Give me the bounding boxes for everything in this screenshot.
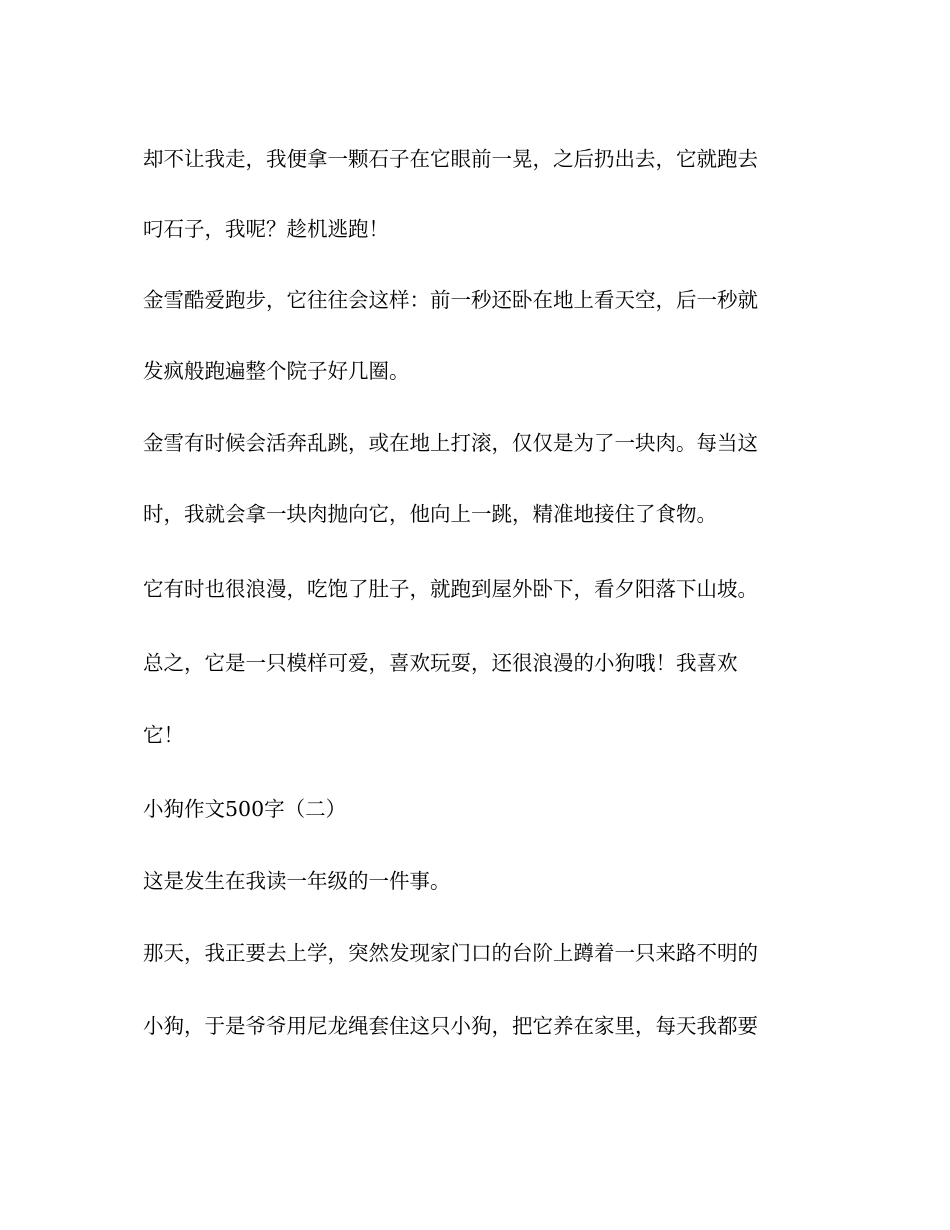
section-heading: 小狗作文500字（二）	[143, 797, 347, 821]
text-line: 发疯般跑遍整个院子好几圈。	[143, 359, 410, 383]
text-line: 总之，它是一只模样可爱，喜欢玩耍，还很浪漫的小狗哦！我喜欢	[143, 651, 738, 675]
text-line: 时，我就会拿一块肉抛向它，他向上一跳，精准地接住了食物。	[143, 502, 717, 526]
text-line: 小狗，于是爷爷用尼龙绳套住这只小狗，把它养在家里，每天我都要	[143, 1014, 758, 1038]
text-line: 却不让我走，我便拿一颗石子在它眼前一晃，之后扔出去，它就跑去	[143, 147, 758, 171]
text-line: 这是发生在我读一年级的一件事。	[143, 869, 451, 893]
text-line: 金雪酷爱跑步，它往往会这样：前一秒还卧在地上看天空，后一秒就	[143, 288, 758, 312]
text-line: 叼石子，我呢？趁机逃跑！	[143, 217, 389, 241]
text-line: 它！	[143, 723, 184, 747]
text-line: 它有时也很浪漫，吃饱了肚子，就跑到屋外卧下，看夕阳落下山坡。	[143, 577, 758, 601]
text-line: 那天，我正要去上学，突然发现家门口的台阶上蹲着一只来路不明的	[143, 941, 758, 965]
text-line: 金雪有时候会活奔乱跳，或在地上打滚，仅仅是为了一块肉。每当这	[143, 431, 758, 455]
